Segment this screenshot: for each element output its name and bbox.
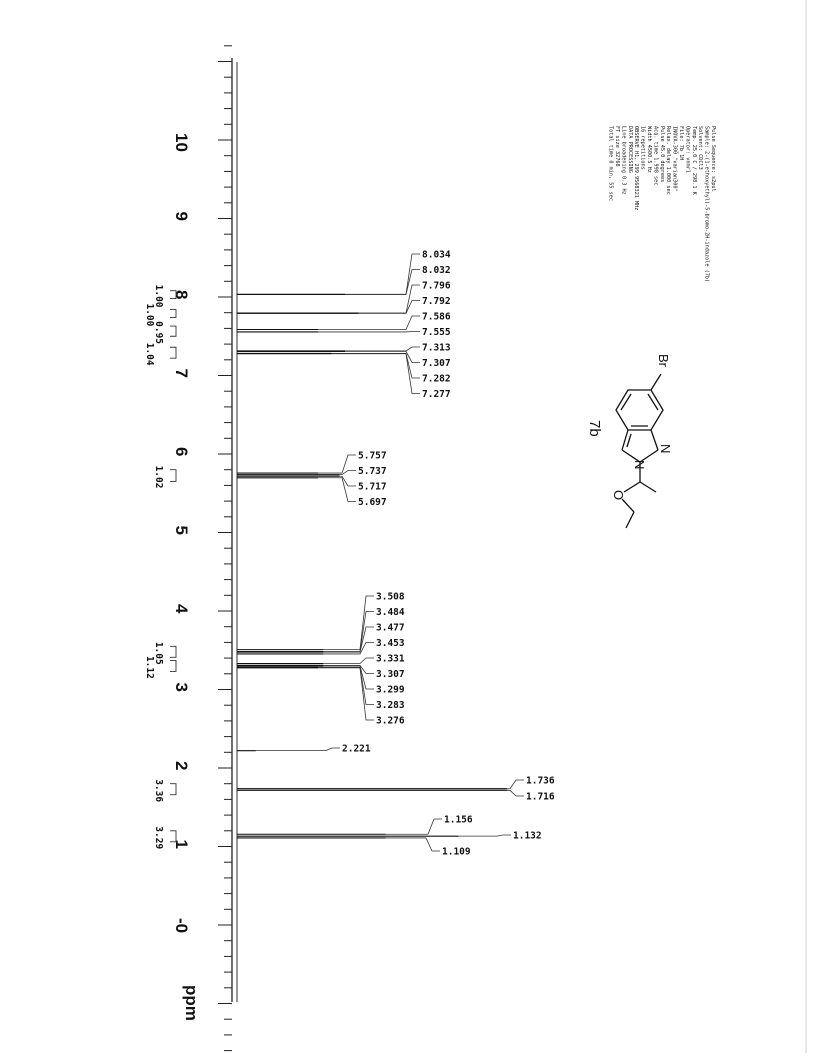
peak-label: 1.736: [526, 776, 555, 787]
integral-bracket: [170, 660, 176, 671]
tick-label: 7: [172, 369, 191, 378]
parameter-line: Acq. time 1.998 sec: [652, 126, 658, 185]
peak-label: 3.508: [376, 592, 405, 603]
compound-id: 7b: [586, 420, 603, 437]
peak-leader-line: [507, 790, 524, 796]
peak-label: 7.282: [422, 374, 451, 385]
peak-label: 3.477: [376, 623, 405, 634]
parameter-line: INOVA-300 "varian300": [672, 126, 678, 192]
tick-label: 6: [172, 447, 191, 456]
integral-value: 1.12: [144, 656, 155, 679]
parameter-line: Temp. 25.0 C / 298.1 K: [691, 126, 697, 196]
parameter-line: Pulse 45.0 degrees: [659, 126, 665, 182]
peak-label: 5.697: [358, 497, 387, 508]
peak-label: 8.034: [422, 250, 451, 261]
integral-bracket: [170, 784, 176, 795]
tick-label: 5: [172, 526, 191, 535]
peak-label: 3.453: [376, 638, 405, 649]
bromine-label: Br: [656, 354, 671, 368]
peak-leader-line: [318, 478, 356, 502]
parameter-line: Total time 0 min, 55 sec: [608, 126, 614, 201]
peak-label: 1.132: [513, 831, 542, 842]
tick-label: 8: [172, 290, 191, 299]
peak-label: 3.299: [376, 685, 405, 696]
nitrogen-1-label: N: [658, 444, 673, 453]
chemical-structure-7b: [611, 354, 673, 528]
tick-label: 3: [172, 683, 191, 692]
peak-label: 7.307: [422, 358, 451, 369]
parameter-line: Width 4500.5 Hz: [646, 126, 652, 173]
peak-leader-line: [386, 838, 441, 851]
peak-leader-line: [359, 285, 421, 313]
peak-label: 5.717: [358, 482, 387, 493]
parameter-line: Relax. delay 1.000 sec: [665, 126, 671, 195]
parameter-line: 16 repetitions: [640, 126, 646, 170]
nitrogen-2-label: N: [632, 460, 647, 469]
parameter-line: Operator: vnmr1: [684, 126, 690, 173]
tick-label: 1: [172, 840, 191, 849]
peak-leader-line: [323, 666, 374, 689]
parameter-line: Solvent: CDCl3: [697, 126, 703, 170]
peak-label: 3.484: [376, 607, 405, 618]
peak-label: 7.313: [422, 343, 451, 354]
peak-leader-line: [345, 254, 420, 294]
peak-label: 7.792: [422, 296, 451, 307]
peak-leader-line: [318, 668, 374, 720]
tick-label: 10: [172, 133, 191, 152]
tick-label: 4: [172, 604, 191, 614]
peak-label: 5.757: [358, 451, 387, 462]
integral-value: 1.05: [153, 642, 164, 665]
integral-bracket: [170, 646, 176, 657]
peak-label: 3.283: [376, 700, 405, 711]
integral-value: 3.29: [153, 826, 164, 849]
tick-label: 9: [172, 212, 191, 221]
integral-value: 3.36: [153, 779, 164, 802]
peak-leader-line: [458, 835, 511, 836]
integral-bracket: [170, 470, 176, 482]
peak-label: 7.586: [422, 312, 451, 323]
parameter-line: Pulse Sequence: s2pul: [710, 126, 716, 192]
integral-labels: [144, 285, 176, 850]
peak-label: 3.276: [376, 716, 405, 727]
integral-value: 1.00: [144, 303, 155, 326]
integral-value: 1.02: [153, 466, 164, 489]
tick-label: 2: [172, 761, 191, 770]
parameter-line: OBSERVE H1, 299.9568321 MHz: [633, 126, 639, 210]
peak-label: 5.737: [358, 466, 387, 477]
peak-leader-line: [323, 658, 374, 664]
parameter-line: FT size 32768: [614, 126, 620, 167]
tick-label: -0: [172, 918, 191, 933]
integral-bracket: [170, 326, 176, 336]
peak-label: 1.156: [444, 815, 473, 826]
integral-bracket: [170, 310, 176, 318]
peak-label: 8.032: [422, 265, 451, 276]
peak-leader-line: [507, 780, 524, 789]
ppm-axis-labels: [172, 133, 191, 933]
oxygen-label: O: [611, 490, 626, 500]
peak-label: 7.555: [422, 327, 451, 338]
integral-bracket: [170, 347, 176, 358]
ppm-axis-title: ppm: [182, 985, 201, 1021]
peak-leader-line: [256, 748, 340, 751]
peak-leader-line: [386, 819, 443, 834]
acquisition-parameters: [608, 126, 716, 282]
peak-label: 1.109: [442, 847, 471, 858]
integral-value: 0.95: [153, 321, 164, 344]
peak-label: 3.331: [376, 654, 405, 665]
peak-label: 7.277: [422, 389, 451, 400]
peak-label: 3.307: [376, 669, 405, 680]
ppm-axis-ticks: [218, 46, 232, 1053]
peak-leader-line: [332, 354, 421, 394]
integral-value: 1.04: [144, 343, 155, 366]
peak-leader-line: [345, 347, 420, 351]
peak-label: 2.221: [342, 744, 371, 755]
peak-leader-line: [323, 665, 374, 673]
peak-leader-line: [323, 627, 374, 652]
structure-bonds: [616, 374, 663, 528]
parameter-line: DATA PROCESSING: [627, 126, 633, 173]
peak-leader-line: [318, 316, 420, 329]
peak-label: 1.716: [526, 792, 555, 803]
peak-leader-line: [323, 596, 374, 650]
parameter-line: Line broadening 0.3 Hz: [620, 126, 626, 195]
parameter-line: File: 7b_1H: [678, 126, 684, 160]
peak-label: 7.796: [422, 281, 451, 292]
peak-leader-line: [323, 612, 374, 652]
spectrum-peaks: [237, 294, 507, 838]
peak-labels: [256, 250, 555, 858]
integral-value: 1.00: [153, 285, 164, 308]
parameter-line: Sample: 2-(1-ethoxyethyl)-5-bromo-2H-indazole (7b): [704, 126, 710, 282]
peak-leader-line: [359, 301, 421, 314]
